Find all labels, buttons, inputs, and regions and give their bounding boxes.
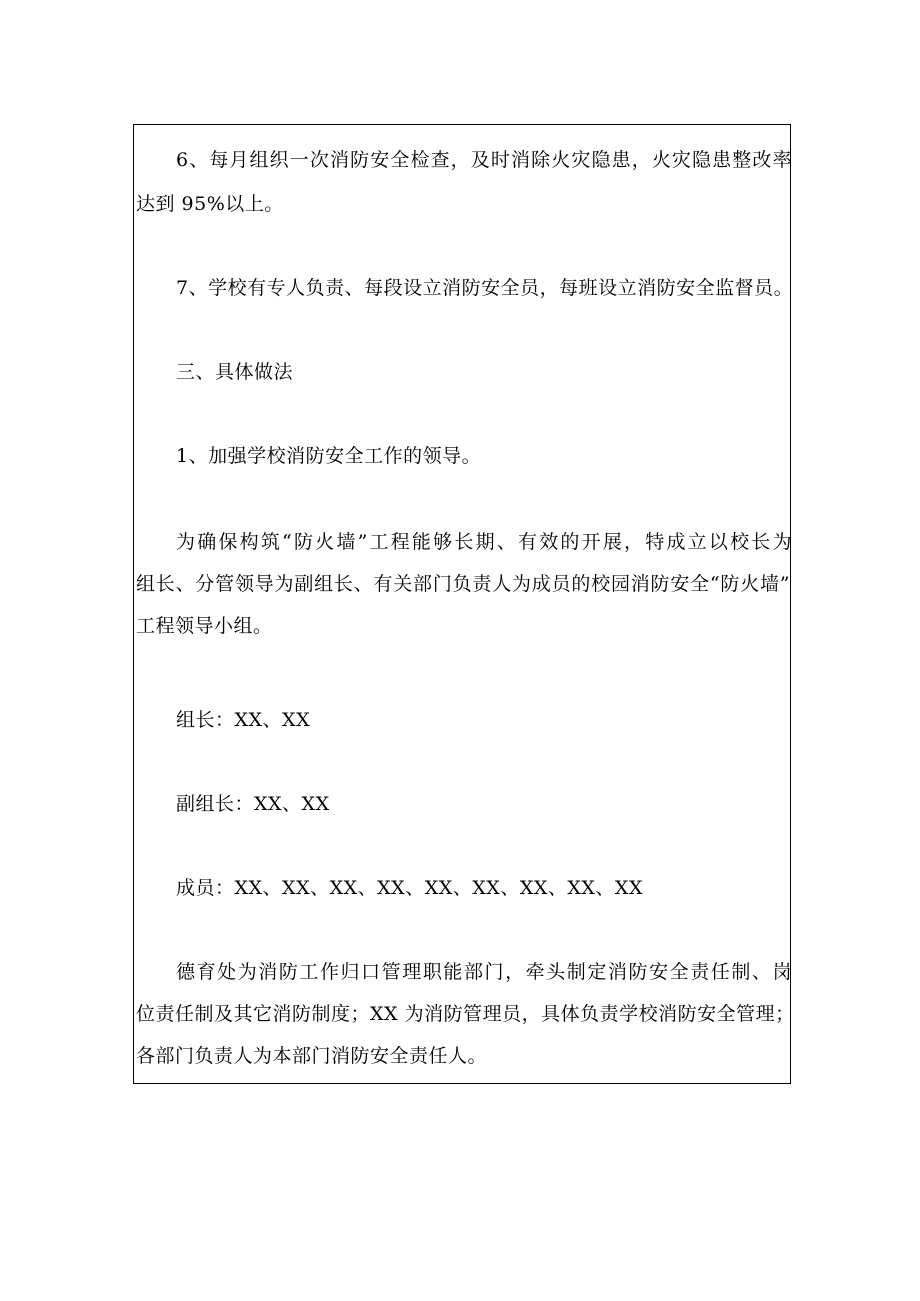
paragraph-line: 达到 95%以上。 [136, 193, 284, 215]
paragraph-line: 位责任制及其它消防制度；XX 为消防管理员，具体负责学校消防安全管理； [136, 1003, 795, 1025]
paragraph-line: 各部门负责人为本部门消防安全责任人。 [136, 1045, 488, 1067]
paragraph-duty [134, 951, 795, 1077]
paragraph-item-6 [134, 139, 792, 225]
paragraph-line: 1、加强学校消防安全工作的领导。 [176, 445, 482, 467]
paragraph-line: 德育处为消防工作归口管理职能部门，牵头制定消防安全责任制、岗 [176, 961, 792, 983]
members-line: 成员：XX、XX、XX、XX、XX、XX、XX、XX、XX [176, 877, 643, 899]
paragraph-leader [134, 699, 792, 741]
leader-line: 组长：XX、XX [176, 709, 311, 731]
deputy-line: 副组长：XX、XX [176, 793, 330, 815]
section-heading-text: 三、具体做法 [176, 361, 294, 383]
paragraph-line: 6、每月组织一次消防安全检查，及时消除火灾隐患，火灾隐患整改率 [176, 149, 792, 171]
paragraph-deputy [134, 783, 792, 825]
paragraph-line: 组长、分管领导为副组长、有关部门负责人为成员的校园消防安全“防火墙” [136, 573, 790, 595]
paragraph-line: 7、学校有专人负责、每段设立消防安全员，每班设立消防安全监督员。 [176, 277, 794, 299]
paragraph-item-7 [134, 267, 792, 309]
paragraph-members [134, 867, 792, 909]
paragraph-line: 为确保构筑“防火墙”工程能够长期、有效的开展，特成立以校长为 [176, 531, 792, 553]
paragraph-item-1 [134, 435, 792, 477]
paragraph-line: 工程领导小组。 [136, 615, 273, 637]
document-table-cell [133, 124, 795, 1084]
section-heading-3 [134, 351, 792, 393]
paragraph-firewall-group [134, 521, 792, 647]
